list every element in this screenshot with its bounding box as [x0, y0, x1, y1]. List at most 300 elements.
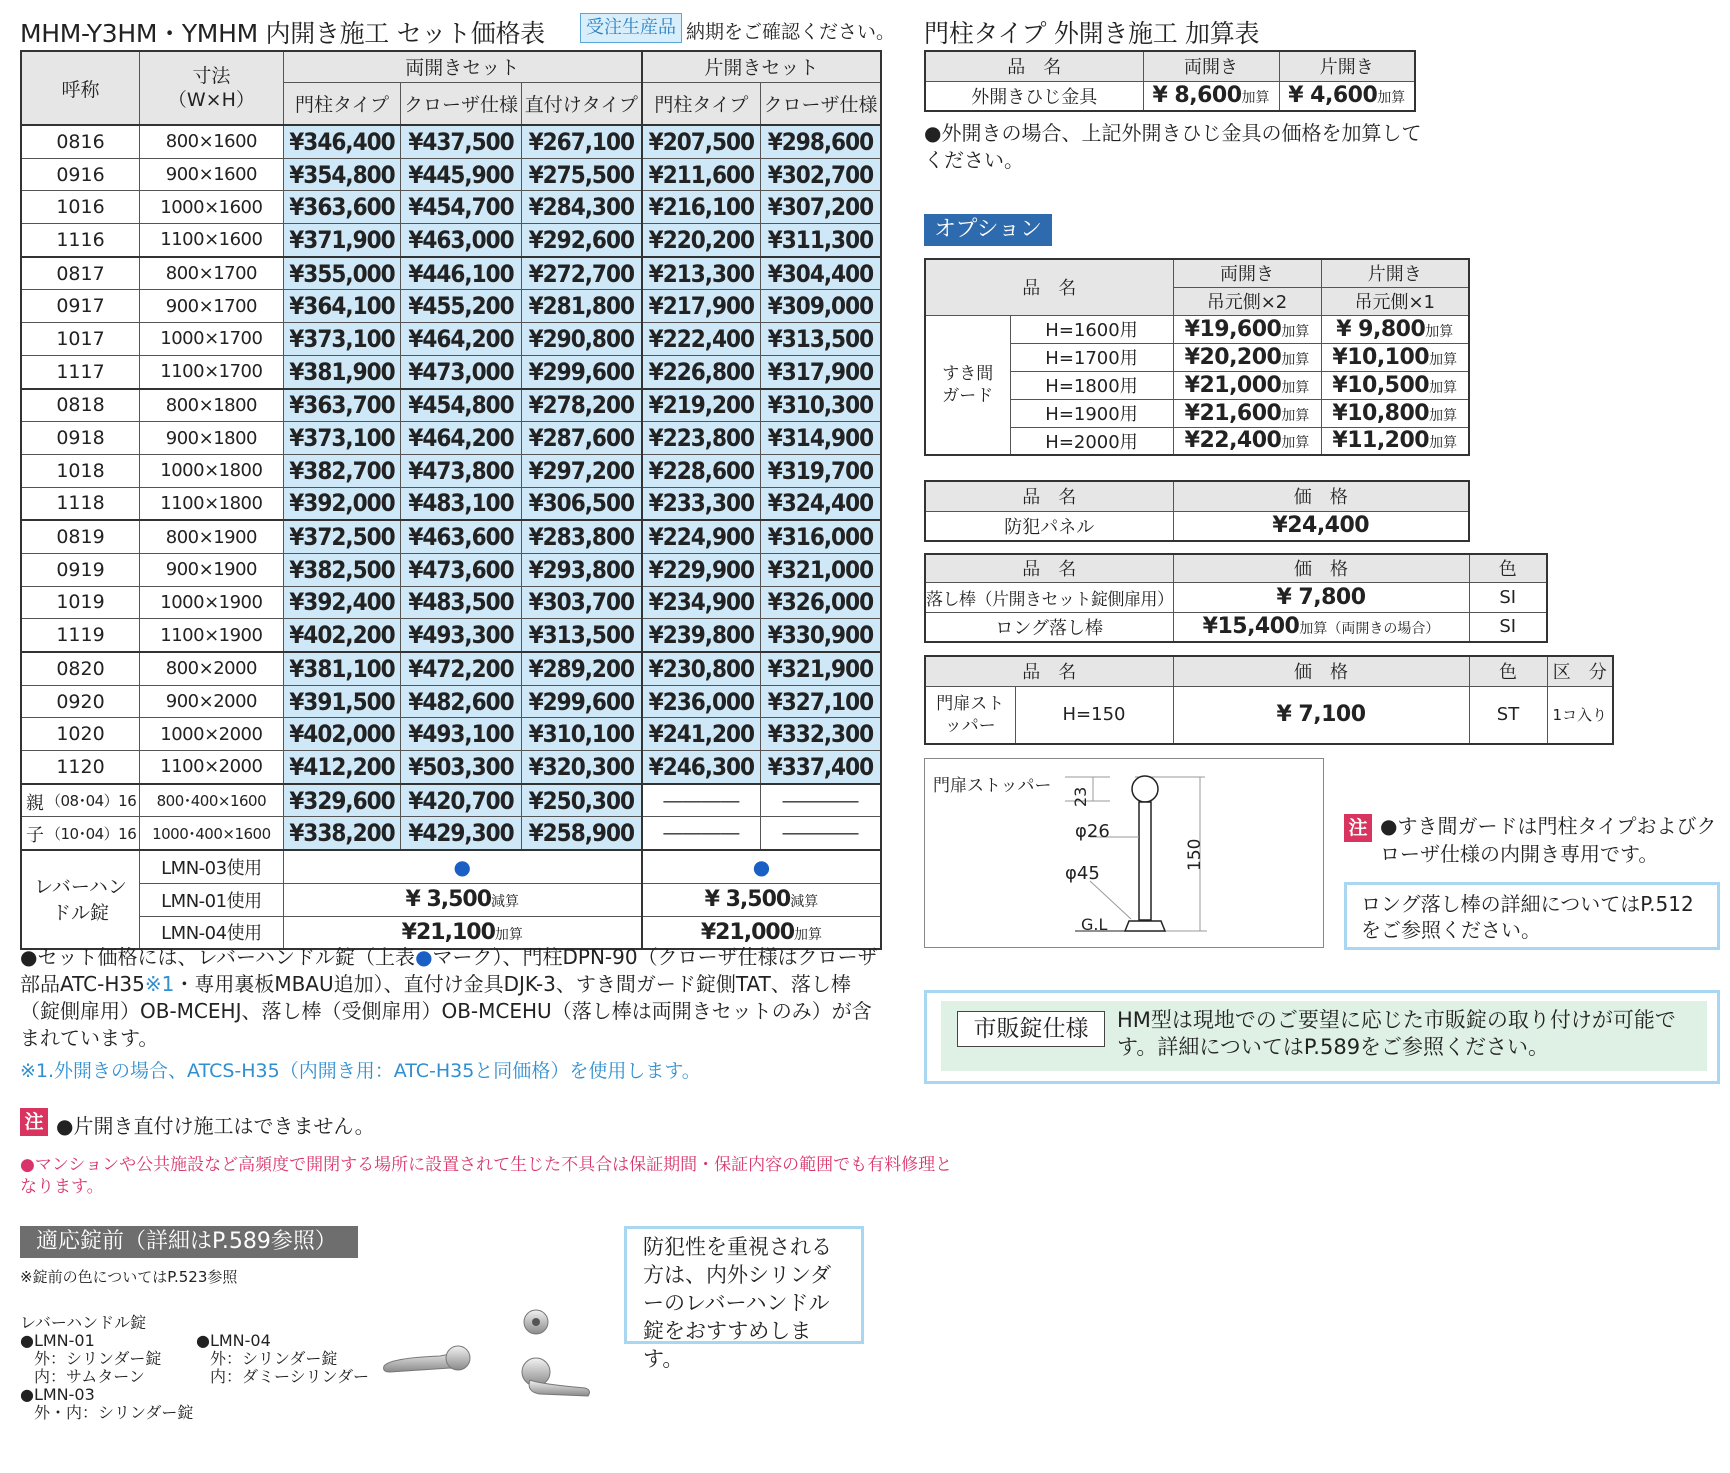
table-row: [21, 158, 881, 191]
price-cell: ¥329,600: [283, 784, 401, 817]
gap-price: [1321, 315, 1469, 343]
price-cell: ¥299,600: [521, 355, 642, 388]
price-cell: ¥246,300: [642, 751, 761, 784]
price-cell: ¥412,200: [283, 751, 401, 784]
price-cell: ¥211,600: [642, 158, 761, 191]
page-title: MHM-Y3HM・YMHM 内開き施工 セット価格表: [20, 19, 545, 48]
gap-price: [1321, 371, 1469, 399]
model-size: 900×1900: [140, 553, 284, 586]
price-cell: ¥446,100: [401, 257, 522, 290]
header-single-set: 片開きセット: [642, 51, 881, 82]
gap-guard-table: [924, 258, 1470, 456]
header-color: 色: [1469, 554, 1547, 582]
gap-price: [1173, 399, 1321, 427]
model-code: 0817: [21, 257, 140, 290]
caution-text: ●片開き直付け施工はできません。: [56, 1114, 375, 1138]
price-unit: 加算: [1281, 379, 1310, 396]
price-cell: ¥392,400: [283, 586, 401, 619]
price-cell: ¥311,300: [760, 224, 881, 257]
price-cell: ¥402,000: [283, 718, 401, 751]
gap-guard-name: すき間ガード: [925, 315, 1010, 455]
outer-note: ●外開きの場合、上記外開きひじ金具の価格を加算してください。: [924, 121, 1422, 172]
lever-model: LMN-03使用: [140, 850, 284, 883]
item-name: 落し棒（片開きセット錠側扉用）: [925, 582, 1173, 612]
price-cell: ¥219,200: [642, 389, 761, 422]
price-cell: ¥290,800: [521, 323, 642, 356]
lever-value: ●: [752, 854, 771, 879]
price-cell: ¥239,800: [642, 619, 761, 652]
item-price: ¥ 7,800: [1173, 582, 1469, 612]
model-size: 1100×1800: [140, 487, 284, 520]
item-color: SI: [1469, 612, 1547, 642]
table-row: [21, 224, 881, 257]
price-value: ¥19,600: [1184, 316, 1282, 342]
table-row: [21, 125, 881, 158]
lever-price-single: [642, 850, 881, 883]
header-double-set: 両開きセット: [283, 51, 642, 82]
header-name: 品 名: [925, 554, 1173, 582]
model-size: 800×2000: [140, 652, 284, 685]
price-value: ¥10,800: [1332, 400, 1430, 426]
commercial-lock-box: [924, 990, 1720, 1084]
header-single-sub: 吊元側×1: [1321, 287, 1469, 315]
item-price: ¥24,400: [1173, 511, 1469, 541]
price-cell: ¥363,600: [283, 191, 401, 224]
price-cell: ¥287,600: [521, 422, 642, 455]
model-size: 900×1600: [140, 158, 284, 191]
price-cell: ¥382,500: [283, 553, 401, 586]
price-cell: ¥213,300: [642, 257, 761, 290]
empty-cell: ――――: [760, 784, 881, 817]
price-cell: ¥464,200: [401, 422, 522, 455]
model-code: 0819: [21, 520, 140, 553]
price-cell: ¥324,400: [760, 487, 881, 520]
gap-price: [1321, 399, 1469, 427]
lever-unit: 減算: [790, 894, 819, 911]
model-code: 1020: [21, 718, 140, 751]
price-cell: ¥309,000: [760, 290, 881, 323]
model-size: 1100×1600: [140, 224, 284, 257]
price-cell: ¥493,100: [401, 718, 522, 751]
lever-unit: 加算: [794, 926, 823, 943]
outer-opening-title: 門柱タイプ 外開き施工 加算表: [924, 19, 1260, 48]
price-cell: ¥391,500: [283, 685, 401, 718]
price-cell: ¥364,100: [283, 290, 401, 323]
price-cell: ¥313,500: [760, 323, 881, 356]
commercial-lock-text: HM型は現地でのご要望に応じた市販錠の取り付けが可能です。詳細についてはP.589をご参照ください。: [1117, 1008, 1676, 1059]
lever-handle-illustration: [380, 1300, 610, 1410]
header-col: クローザ仕様: [760, 82, 881, 125]
price-cell: ¥429,300: [401, 817, 522, 850]
price-cell: ¥278,200: [521, 389, 642, 422]
price-double: ¥ 8,600加算: [1143, 81, 1279, 111]
price-cell: ¥228,600: [642, 454, 761, 487]
price-cell: ¥230,800: [642, 652, 761, 685]
price-cell: ¥330,900: [760, 619, 881, 652]
price-value: ¥ 9,800: [1336, 316, 1426, 342]
price-value: ¥20,200: [1184, 344, 1282, 370]
price-cell: ¥319,700: [760, 454, 881, 487]
gap-price: [1173, 343, 1321, 371]
price-cell: ¥289,200: [521, 652, 642, 685]
price-cell: ¥207,500: [642, 125, 761, 158]
model-code: 0917: [21, 290, 140, 323]
price-cell: ¥482,600: [401, 685, 522, 718]
model-size: 1100×1900: [140, 619, 284, 652]
table-row: [925, 315, 1469, 343]
price-unit: 加算: [1281, 435, 1310, 452]
header-name: 品 名: [925, 656, 1173, 686]
model-code: 0920: [21, 685, 140, 718]
model-code: 0818: [21, 389, 140, 422]
header-name: 呼称: [21, 51, 140, 125]
price-cell: ¥224,900: [642, 520, 761, 553]
price-cell: ¥332,300: [760, 718, 881, 751]
price-cell: ¥402,200: [283, 619, 401, 652]
security-panel-table: [924, 480, 1470, 542]
model-code: 0816: [21, 125, 140, 158]
price-unit: 加算: [1429, 379, 1458, 396]
commercial-lock-label: 市販錠仕様: [957, 1011, 1105, 1047]
item-price: ¥15,400加算（両開きの場合）: [1173, 612, 1469, 642]
model-size: 1000×1800: [140, 454, 284, 487]
model-code: 1120: [21, 751, 140, 784]
price-cell: ¥464,200: [401, 323, 522, 356]
gap-caution-text: ●すき間ガードは門柱タイプおよびクローザ仕様の内開き専用です。: [1380, 814, 1717, 866]
header-name: 品 名: [925, 481, 1173, 511]
header-col: 門柱タイプ: [642, 82, 761, 125]
price-cell: ¥284,300: [521, 191, 642, 224]
price-unit: 加算: [1281, 323, 1310, 340]
header-col: クローザ仕様: [401, 82, 522, 125]
dim-23: 23: [1071, 786, 1090, 807]
model-size: 1000×1900: [140, 586, 284, 619]
price-cell: ¥382,700: [283, 454, 401, 487]
model-size: 900×1700: [140, 290, 284, 323]
table-row: [21, 850, 881, 883]
price-cell: ¥310,300: [760, 389, 881, 422]
model-code: 1118: [21, 487, 140, 520]
table-row: [21, 290, 881, 323]
table-row: [21, 619, 881, 652]
item-unit: 1コ入り: [1547, 686, 1613, 744]
footnote-1: ※1.外開きの場合、ATCS-H35（内開き用：ATC-H35と同価格）を使用します。: [20, 1060, 701, 1082]
header-double-sub: 吊元側×2: [1173, 287, 1321, 315]
table-row: [21, 389, 881, 422]
price-cell: ¥321,900: [760, 652, 881, 685]
price-cell: ¥281,800: [521, 290, 642, 323]
lever-model: LMN-01使用: [140, 883, 284, 916]
lever-price-double: [283, 850, 642, 883]
lever-value: ¥21,100: [401, 919, 495, 945]
model-size: 900×2000: [140, 685, 284, 718]
gap-height: H=1600用: [1010, 315, 1173, 343]
price-cell: ¥317,900: [760, 355, 881, 388]
item-name: 防犯パネル: [925, 511, 1173, 541]
model-code: 0918: [21, 422, 140, 455]
price-cell: ¥222,400: [642, 323, 761, 356]
model-size: 1000×1600: [140, 191, 284, 224]
price-cell: ¥313,500: [521, 619, 642, 652]
header-col: 門柱タイプ: [283, 82, 401, 125]
empty-cell: ――――: [760, 817, 881, 850]
price-single: ¥ 4,600加算: [1279, 81, 1415, 111]
table-row: [21, 323, 881, 356]
price-value: ¥10,100: [1332, 344, 1430, 370]
empty-cell: ――――: [642, 817, 761, 850]
table-row: [21, 520, 881, 553]
item-name: 外開きひじ金具: [925, 81, 1143, 111]
price-cell: ¥275,500: [521, 158, 642, 191]
table-row: [21, 718, 881, 751]
price-cell: ¥454,700: [401, 191, 522, 224]
table-row: [21, 652, 881, 685]
item-price: ¥ 7,100: [1173, 686, 1469, 744]
price-cell: ¥483,100: [401, 487, 522, 520]
header-col: 直付けタイプ: [521, 82, 642, 125]
lever-model: LMN-04使用: [140, 916, 284, 949]
price-cell: ¥354,800: [283, 158, 401, 191]
table-row: [21, 751, 881, 784]
price-cell: ¥267,100: [521, 125, 642, 158]
table-row: [21, 586, 881, 619]
gate-stopper-table: [924, 655, 1614, 745]
price-cell: ¥337,400: [760, 751, 881, 784]
price-value: ¥22,400: [1184, 428, 1282, 454]
warranty-note: ●マンションや公共施設など高頻度で開閉する場所に設置されて生じた不具合は保証期間・保証内容の範囲でも有料修理となります。: [20, 1155, 953, 1197]
price-value: ¥11,200: [1332, 428, 1430, 454]
model-size: 800･400×1600: [140, 784, 284, 817]
price-cell: ¥420,700: [401, 784, 522, 817]
lever-price-double: [283, 883, 642, 916]
made-to-order-badge: 受注生産品: [580, 13, 682, 43]
model-code: 0919: [21, 553, 140, 586]
gap-height: H=1800用: [1010, 371, 1173, 399]
dim-26: φ26: [1075, 821, 1110, 842]
header-price: 価 格: [1173, 656, 1469, 686]
price-cell: ¥381,900: [283, 355, 401, 388]
price-cell: ¥346,400: [283, 125, 401, 158]
price-cell: ¥493,300: [401, 619, 522, 652]
caution-mark: 注: [20, 1108, 48, 1136]
price-cell: ¥326,000: [760, 586, 881, 619]
lmn04-list: ●LMN-04 外：シリンダー錠 内：ダミーシリンダー: [196, 1331, 370, 1386]
oyako-code: [21, 784, 140, 817]
item-color: ST: [1469, 686, 1547, 744]
price-cell: ¥223,800: [642, 422, 761, 455]
delivery-note: 納期をご確認ください。: [686, 21, 896, 43]
dim-45: φ45: [1065, 863, 1100, 884]
lever-value: ¥ 3,500: [405, 887, 492, 913]
price-cell: ¥373,100: [283, 422, 401, 455]
security-recommendation-box: 防犯性を重視される方は、内外シリンダーのレバーハンドル錠をおすすめします。: [624, 1226, 864, 1344]
price-cell: ¥373,100: [283, 323, 401, 356]
model-size: 1100×1700: [140, 355, 284, 388]
table-row: [21, 817, 881, 850]
lever-unit: 加算: [494, 926, 523, 943]
gap-height: H=2000用: [1010, 427, 1173, 455]
price-cell: ¥241,200: [642, 718, 761, 751]
option-label: オプション: [924, 214, 1052, 246]
price-value: ¥21,600: [1184, 400, 1282, 426]
header-single: 片開き: [1321, 259, 1469, 287]
header-price: 価 格: [1173, 554, 1469, 582]
price-cell: ¥503,300: [401, 751, 522, 784]
price-cell: ¥445,900: [401, 158, 522, 191]
price-cell: ¥306,500: [521, 487, 642, 520]
price-unit: 加算: [1429, 407, 1458, 424]
model-size: 1000×2000: [140, 718, 284, 751]
price-cell: ¥302,700: [760, 158, 881, 191]
table-row: [21, 355, 881, 388]
model-code: 1116: [21, 224, 140, 257]
price-cell: ¥236,000: [642, 685, 761, 718]
price-cell: ¥217,900: [642, 290, 761, 323]
price-cell: ¥327,100: [760, 685, 881, 718]
gap-height: H=1900用: [1010, 399, 1173, 427]
model-code: 0820: [21, 652, 140, 685]
item-name: ロング落し棒: [925, 612, 1173, 642]
model-size: 900×1800: [140, 422, 284, 455]
lever-lock-label: レバーハンドル錠: [21, 850, 140, 949]
price-cell: ¥272,700: [521, 257, 642, 290]
model-code: 1017: [21, 323, 140, 356]
model-code: 1119: [21, 619, 140, 652]
dim-150: 150: [1185, 838, 1205, 871]
price-cell: ¥372,500: [283, 520, 401, 553]
header-double: 両開き: [1173, 259, 1321, 287]
lever-value: ¥ 3,500: [704, 887, 791, 913]
gap-price: [1321, 343, 1469, 371]
price-unit: 加算: [1429, 351, 1458, 368]
table-row: [21, 422, 881, 455]
price-cell: ¥299,600: [521, 685, 642, 718]
model-code: 1117: [21, 355, 140, 388]
price-cell: ¥371,900: [283, 224, 401, 257]
oyako-label: 子: [26, 825, 44, 847]
model-code: 1019: [21, 586, 140, 619]
lever-price-single: [642, 883, 881, 916]
lever-unit: 減算: [491, 894, 520, 911]
price-cell: ¥392,000: [283, 487, 401, 520]
model-size: 1000×1700: [140, 323, 284, 356]
table-row: [21, 257, 881, 290]
item-name: 門扉ストッパー: [925, 686, 1015, 744]
price-cell: ¥355,000: [283, 257, 401, 290]
oyako-code-text: （08･04）16: [46, 792, 137, 811]
table-row: [21, 685, 881, 718]
price-cell: ¥216,100: [642, 191, 761, 224]
price-cell: ¥455,200: [401, 290, 522, 323]
header-name: 品 名: [925, 259, 1173, 315]
price-cell: ¥473,600: [401, 553, 522, 586]
gap-height: H=1700用: [1010, 343, 1173, 371]
price-cell: ¥234,900: [642, 586, 761, 619]
gap-price: [1173, 427, 1321, 455]
set-contents-note: ●セット価格には、レバーハンドル錠（上表●マーク）、門柱DPN-90（クローザ仕様はクローザ部品ATC-H35※1・専用裏板MBAU追加）、直付け金具DJK-3、すき間ガード錠側TAT、落し棒（錠側扉用）OB-MCEHJ、落し棒（受側扉用）OB-MCEHU（落し棒は両開きセットのみ）が含まれています。: [20, 945, 878, 1050]
header-price: 価 格: [1173, 481, 1469, 511]
table-row: [21, 454, 881, 487]
price-cell: ¥472,200: [401, 652, 522, 685]
price-cell: ¥226,800: [642, 355, 761, 388]
price-cell: ¥316,000: [760, 520, 881, 553]
price-cell: ¥473,000: [401, 355, 522, 388]
price-cell: ¥220,200: [642, 224, 761, 257]
oyako-label: 親: [26, 792, 44, 814]
long-bolt-note: ロング落し棒の詳細についてはP.512をご参照ください。: [1344, 882, 1720, 950]
price-cell: ¥304,400: [760, 257, 881, 290]
table-row: [21, 487, 881, 520]
gap-price: [1173, 371, 1321, 399]
price-unit: 加算: [1425, 323, 1454, 340]
price-cell: ¥437,500: [401, 125, 522, 158]
drop-bolt-table: [924, 553, 1548, 643]
price-unit: 加算: [1429, 435, 1458, 452]
model-size: 800×1600: [140, 125, 284, 158]
set-price-table: [20, 50, 882, 950]
model-code: 0916: [21, 158, 140, 191]
model-size: 1000･400×1600: [140, 817, 284, 850]
stopper-diagram: [924, 758, 1324, 948]
price-unit: 加算: [1281, 407, 1310, 424]
diagram-title: 門扉ストッパー: [933, 776, 1052, 796]
gap-price: [1321, 427, 1469, 455]
lever-value: ●: [453, 854, 471, 879]
price-cell: ¥293,800: [521, 553, 642, 586]
lever-value: ¥21,000: [700, 919, 795, 945]
price-cell: ¥297,200: [521, 454, 642, 487]
gap-price: [1173, 315, 1321, 343]
price-value: ¥21,000: [1184, 372, 1282, 398]
price-cell: ¥233,300: [642, 487, 761, 520]
price-cell: ¥310,100: [521, 718, 642, 751]
dim-gl: G.L: [1081, 915, 1108, 934]
price-cell: ¥454,800: [401, 389, 522, 422]
table-row: [21, 553, 881, 586]
price-cell: ¥307,200: [760, 191, 881, 224]
oyako-code-text: （10･04）16: [46, 824, 137, 843]
price-cell: ¥463,600: [401, 520, 522, 553]
price-cell: ¥320,300: [521, 751, 642, 784]
price-cell: ¥381,100: [283, 652, 401, 685]
price-cell: ¥258,900: [521, 817, 642, 850]
lever-lock-list: レバーハンドル錠 ●LMN-01 外：シリンダー錠 内：サムターン ●LMN-03 外・内：シリンダー錠: [20, 1313, 194, 1422]
header-double: 両開き: [1143, 51, 1279, 81]
header-size: 寸法（W×H）: [140, 51, 284, 125]
price-unit: 加算: [1281, 351, 1310, 368]
empty-cell: ――――: [642, 784, 761, 817]
table-row: [21, 784, 881, 817]
price-cell: ¥463,000: [401, 224, 522, 257]
table-row: [21, 191, 881, 224]
gap-caution-mark: 注: [1344, 814, 1372, 842]
table-row: [21, 883, 881, 916]
model-size: 800×1800: [140, 389, 284, 422]
model-size: 1100×2000: [140, 751, 284, 784]
price-cell: ¥321,000: [760, 553, 881, 586]
lock-section-title: 適応錠前（詳細はP.589参照）: [20, 1226, 358, 1258]
price-cell: ¥250,300: [521, 784, 642, 817]
price-value: ¥10,500: [1332, 372, 1430, 398]
header-single: 片開き: [1279, 51, 1415, 81]
header-unit: 区 分: [1547, 656, 1613, 686]
price-cell: ¥292,600: [521, 224, 642, 257]
model-code: 1016: [21, 191, 140, 224]
model-size: 800×1900: [140, 520, 284, 553]
model-code: 1018: [21, 454, 140, 487]
price-cell: ¥363,700: [283, 389, 401, 422]
item-color: SI: [1469, 582, 1547, 612]
